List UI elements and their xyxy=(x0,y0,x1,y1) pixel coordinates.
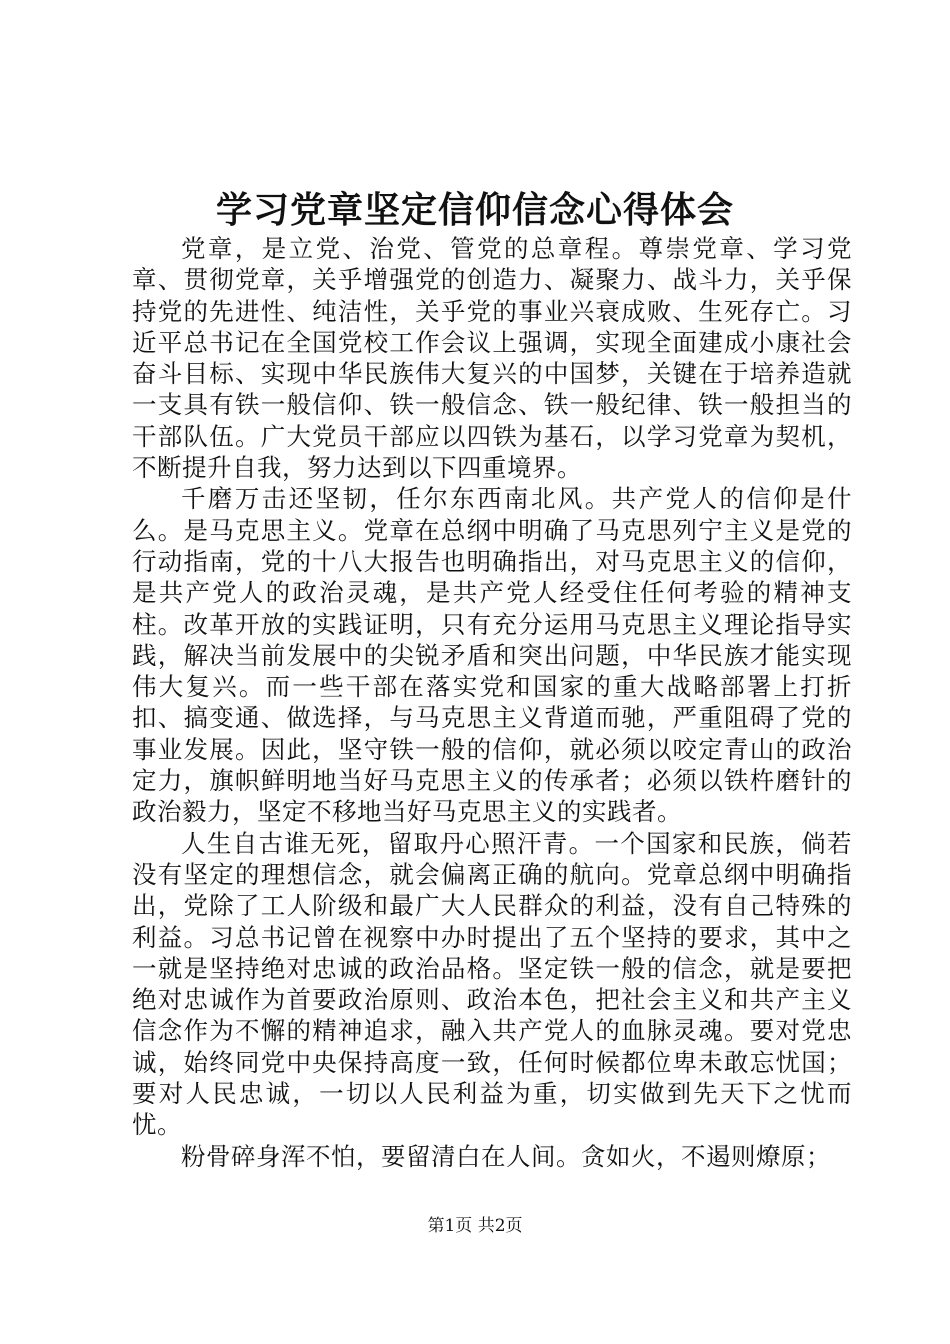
document-title: 学习党章坚定信仰信念心得体会 xyxy=(215,189,734,231)
paragraph-4: 粉骨碎身浑不怕，要留清白在人间。贪如火，不遏则燎原； xyxy=(181,1141,831,1171)
document-body xyxy=(132,233,852,1172)
paragraph-3: 人生自古谁无死，留取丹心照汗青。一个国家和民族，倘若没有坚定的理想信念，就会偏离正确的航向。党章总纲中明确指出，党除了工人阶级和最广大人民群众的利益，没有自己特殊的利益。习总书记曾在视察中办时提出了五个坚持的要求，其中之一就是坚持绝对忠诚的政治品格。坚定铁一般的信念，就是要把绝对忠诚作为首要政治原则、政治本色，把社会主义和共产主义信念作为不懈的精神追求，融入共产党人的血脉灵魂。要对党忠诚，始终同党中央保持高度一致，任何时候都位卑未敢忘忧国；要对人民忠诚，一切以人民利益为重，切实做到先天下之忧而忧。 xyxy=(132,828,852,1140)
page-number-footer: 第1页 共2页 xyxy=(427,1216,523,1236)
paragraph-2: 千磨万击还坚韧，任尔东西南北风。共产党人的信仰是什么。是马克思主义。党章在总纲中明确了马克思列宁主义是党的行动指南，党的十八大报告也明确指出，对马克思主义的信仰，是共产党人的政治灵魂，是共产党人经受住任何考验的精神支柱。改革开放的实践证明，只有充分运用马克思主义理论指导实践，解决当前发展中的尖锐矛盾和突出问题，中华民族才能实现伟大复兴。而一些干部在落实党和国家的重大战略部署上打折扣、搞变通、做选择，与马克思主义背道而驰，严重阻碍了党的事业发展。因此，坚守铁一般的信仰，就必须以咬定青山的政治定力，旗帜鲜明地当好马克思主义的传承者；必须以铁杵磨针的政治毅力，坚定不移地当好马克思主义的实践者。 xyxy=(132,484,852,827)
paragraph-1: 党章，是立党、治党、管党的总章程。尊崇党章、学习党章、贯彻党章，关乎增强党的创造力、凝聚力、战斗力，关乎保持党的先进性、纯洁性，关乎党的事业兴衰成败、生死存亡。习近平总书记在全国党校工作会议上强调，实现全面建成小康社会奋斗目标、实现中华民族伟大复兴的中国梦，关键在于培养造就一支具有铁一般信仰、铁一般信念、铁一般纪律、铁一般担当的干部队伍。广大党员干部应以四铁为基石，以学习党章为契机，不断提升自我，努力达到以下四重境界。 xyxy=(132,234,852,483)
